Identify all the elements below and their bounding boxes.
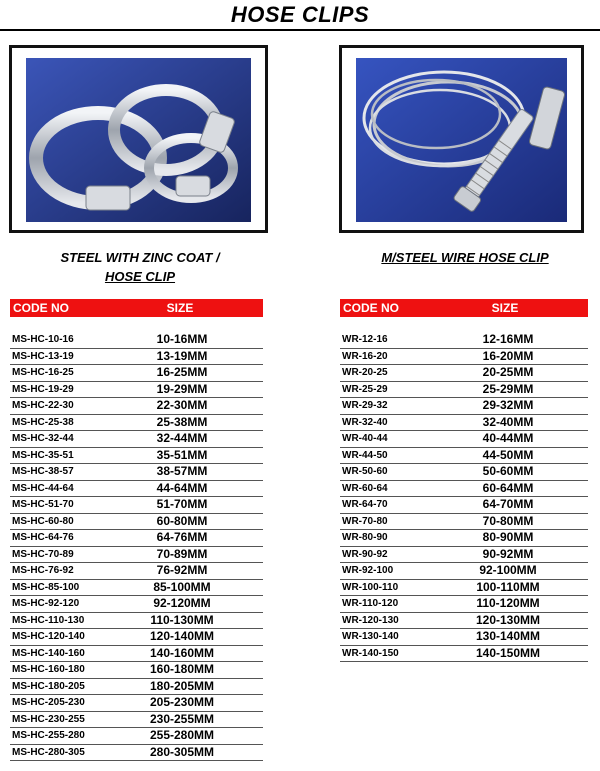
table-row — [340, 464, 588, 481]
table-header — [340, 299, 588, 317]
size-cell: 100-110MM — [476, 579, 540, 594]
code-cell: MS-HC-110-130 — [12, 614, 85, 626]
code-cell: WR-12-16 — [342, 334, 388, 345]
code-cell: WR-70-80 — [342, 515, 388, 527]
size-cell: 130-140MM — [475, 629, 541, 643]
size-cell: 25-38MM — [156, 414, 208, 429]
table-row — [10, 695, 263, 712]
zinc-caption-line-1: STEEL WITH ZINC COAT / — [60, 250, 220, 265]
code-cell: WR-32-40 — [342, 416, 388, 428]
code-cell: WR-100-110 — [342, 581, 399, 593]
size-cell: 32-40MM — [482, 414, 534, 429]
size-cell: 16-20MM — [482, 348, 534, 363]
table-body — [340, 332, 588, 662]
wire-clip-photo-frame — [339, 45, 584, 233]
size-cell: 280-305MM — [149, 744, 215, 759]
size-cell: 19-29MM — [156, 381, 208, 396]
code-cell: MS-HC-38-57 — [12, 466, 74, 477]
code-cell: MS-HC-35-51 — [12, 449, 74, 461]
wire-hose-clip-photo — [356, 58, 567, 222]
code-cell: MS-HC-230-255 — [12, 713, 85, 725]
table-row — [10, 580, 263, 597]
code-cell: MS-HC-205-230 — [12, 697, 85, 708]
table-row — [340, 431, 588, 448]
size-cell: 32-44MM — [156, 431, 208, 445]
code-cell: MS-HC-70-89 — [12, 548, 74, 560]
size-cell: 44-50MM — [482, 447, 534, 462]
table-row — [10, 646, 263, 663]
table-row — [340, 613, 588, 630]
wire-hose-clip-table — [340, 299, 588, 662]
table-row — [340, 547, 588, 564]
code-cell: MS-HC-22-30 — [12, 400, 74, 411]
code-cell: WR-120-130 — [342, 614, 399, 626]
size-cell: 120-140MM — [149, 629, 215, 643]
zinc-hose-clip-caption — [10, 248, 270, 286]
code-cell: MS-HC-85-100 — [12, 581, 80, 593]
code-cell: WR-29-32 — [342, 400, 388, 411]
size-cell: 205-230MM — [149, 695, 215, 709]
size-cell: 44-64MM — [156, 480, 208, 495]
size-cell: 230-255MM — [149, 711, 215, 726]
size-cell: 110-130MM — [150, 612, 214, 627]
table-row — [10, 349, 263, 366]
size-cell: 38-57MM — [156, 464, 208, 478]
table-row — [10, 745, 263, 762]
code-cell: WR-64-70 — [342, 499, 388, 510]
code-cell: WR-20-25 — [342, 367, 388, 378]
size-cell: 70-80MM — [482, 513, 534, 528]
table-row — [340, 382, 588, 399]
zinc-hose-clip-photo — [26, 58, 251, 222]
table-row — [10, 613, 263, 630]
code-cell: MS-HC-13-19 — [12, 350, 74, 362]
table-row — [10, 415, 263, 432]
size-cell: 60-80MM — [156, 513, 208, 528]
size-cell: 22-30MM — [156, 398, 208, 412]
size-cell: 92-120MM — [153, 596, 211, 610]
table-row — [10, 596, 263, 613]
code-cell: MS-HC-60-80 — [12, 515, 74, 527]
zinc-hose-clip-table — [10, 299, 263, 761]
code-cell: MS-HC-255-280 — [12, 730, 85, 741]
code-column-header: CODE NO — [343, 301, 400, 315]
page-title: HOSE CLIPS — [230, 2, 370, 27]
table-row — [340, 332, 588, 349]
code-cell: WR-130-140 — [342, 631, 399, 642]
table-row — [10, 448, 263, 465]
size-cell: 140-150MM — [475, 645, 541, 660]
table-row — [340, 580, 588, 597]
table-row — [340, 514, 588, 531]
size-cell: 12-16MM — [482, 332, 534, 346]
table-row — [10, 365, 263, 382]
size-cell: 10-16MM — [156, 332, 208, 346]
table-row — [10, 679, 263, 696]
table-row — [10, 547, 263, 564]
size-cell: 76-92MM — [156, 563, 208, 577]
size-cell: 64-70MM — [482, 497, 534, 511]
code-cell: MS-HC-180-205 — [12, 680, 85, 692]
table-header — [10, 299, 263, 317]
table-row — [10, 530, 263, 547]
table-row — [340, 415, 588, 432]
code-cell: WR-80-90 — [342, 532, 388, 543]
table-row — [340, 365, 588, 382]
table-row — [10, 712, 263, 729]
size-cell: 110-120MM — [476, 596, 540, 610]
size-cell: 180-205MM — [149, 678, 215, 693]
size-cell: 120-130MM — [475, 612, 541, 627]
code-cell: MS-HC-10-16 — [12, 334, 74, 345]
wire-hose-clip-caption: M/STEEL WIRE HOSE CLIP — [381, 250, 549, 265]
code-cell: MS-HC-76-92 — [12, 565, 74, 576]
code-cell: MS-HC-32-44 — [12, 433, 74, 444]
size-cell: 20-25MM — [482, 365, 534, 379]
size-column-header: SIZE — [491, 301, 519, 315]
size-cell: 50-60MM — [482, 464, 534, 478]
table-row — [10, 662, 263, 679]
table-row — [340, 349, 588, 366]
size-cell: 70-89MM — [156, 546, 208, 561]
table-row — [340, 629, 588, 646]
table-row — [10, 629, 263, 646]
code-cell: MS-HC-120-140 — [12, 631, 85, 642]
size-cell: 60-64MM — [482, 480, 534, 495]
table-row — [10, 332, 263, 349]
table-row — [10, 431, 263, 448]
code-cell: MS-HC-19-29 — [12, 383, 74, 395]
code-cell: MS-HC-51-70 — [12, 499, 74, 510]
code-cell: MS-HC-16-25 — [12, 367, 74, 378]
table-row — [340, 596, 588, 613]
size-cell: 40-44MM — [482, 431, 534, 445]
code-cell: MS-HC-140-160 — [12, 647, 85, 659]
table-row — [10, 481, 263, 498]
table-row — [340, 530, 588, 547]
code-cell: WR-40-44 — [342, 433, 388, 444]
code-cell: WR-44-50 — [342, 449, 388, 461]
table-row — [10, 514, 263, 531]
size-column-header: SIZE — [166, 301, 194, 315]
size-cell: 92-100MM — [479, 563, 537, 577]
code-cell: MS-HC-64-76 — [12, 532, 74, 543]
code-cell: MS-HC-92-120 — [12, 598, 80, 609]
table-row — [10, 464, 263, 481]
table-row — [340, 481, 588, 498]
table-row — [10, 728, 263, 745]
size-cell: 80-90MM — [482, 530, 534, 544]
code-cell: WR-140-150 — [342, 647, 399, 659]
table-row — [10, 563, 263, 580]
code-cell: MS-HC-280-305 — [12, 746, 85, 758]
table-row — [340, 563, 588, 580]
hose-clip-photo-frame — [9, 45, 268, 233]
table-row — [340, 497, 588, 514]
table-row — [10, 497, 263, 514]
size-cell: 64-76MM — [156, 530, 208, 544]
table-row — [340, 398, 588, 415]
size-cell: 255-280MM — [149, 728, 215, 742]
size-cell: 90-92MM — [482, 546, 534, 561]
size-cell: 140-160MM — [149, 645, 215, 660]
code-cell: MS-HC-160-180 — [12, 664, 85, 675]
size-cell: 25-29MM — [482, 381, 534, 396]
size-cell: 35-51MM — [156, 447, 208, 462]
table-row — [340, 646, 588, 663]
size-cell: 29-32MM — [482, 398, 534, 412]
size-cell: 51-70MM — [156, 497, 208, 511]
size-cell: 160-180MM — [149, 662, 215, 676]
code-cell: WR-50-60 — [342, 466, 388, 477]
table-row — [340, 448, 588, 465]
table-row — [10, 398, 263, 415]
table-body — [10, 332, 263, 761]
table-row — [10, 382, 263, 399]
zinc-caption-line-2: HOSE CLIP — [104, 269, 176, 284]
code-cell: WR-110-120 — [342, 598, 399, 609]
code-cell: WR-25-29 — [342, 383, 388, 395]
code-cell: WR-16-20 — [342, 350, 388, 362]
code-column-header: CODE NO — [13, 301, 70, 315]
title-divider — [0, 29, 600, 31]
size-cell: 16-25MM — [156, 365, 208, 379]
code-cell: MS-HC-25-38 — [12, 416, 74, 428]
code-cell: WR-90-92 — [342, 548, 388, 560]
size-cell: 13-19MM — [156, 348, 208, 363]
size-cell: 85-100MM — [153, 579, 211, 594]
code-cell: WR-60-64 — [342, 482, 388, 494]
code-cell: WR-92-100 — [342, 565, 394, 576]
code-cell: MS-HC-44-64 — [12, 482, 74, 494]
